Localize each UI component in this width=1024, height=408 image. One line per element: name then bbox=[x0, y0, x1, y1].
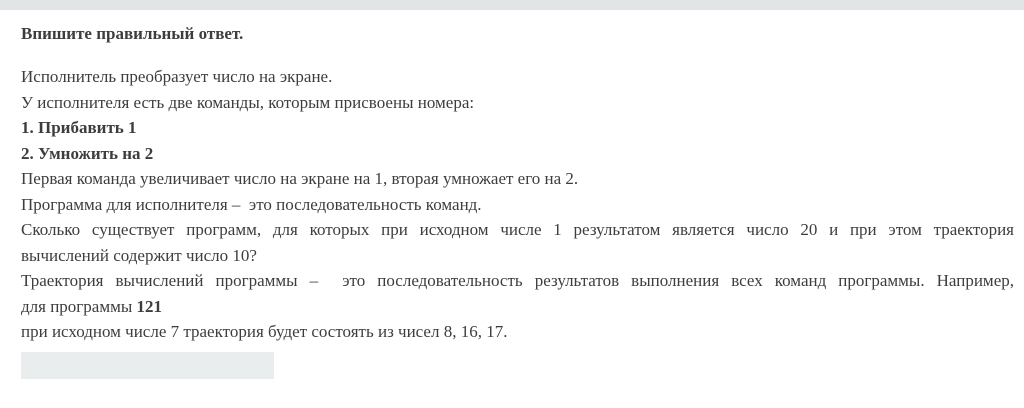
line-command-2: 2. Умножить на 2 bbox=[21, 143, 154, 163]
question-text bbox=[21, 64, 1014, 345]
line-example-program-code: 121 bbox=[136, 296, 163, 316]
line-question-part-2: вычислений содержит число 10? bbox=[21, 245, 257, 265]
line-example-program-prefix: для программы bbox=[21, 296, 137, 316]
line-commands-intro: У исполнителя есть две команды, которым присвоены номера: bbox=[21, 92, 475, 112]
line-program-definition: Программа для исполнителя – это последовательность команд. bbox=[21, 194, 482, 214]
line-question-part-1: Сколько существует программ, для которых при исходном числе 1 результатом является число 20 и при этом траектория bbox=[21, 220, 1014, 239]
page-top-bar bbox=[0, 0, 1024, 10]
question-panel bbox=[0, 10, 1024, 379]
line-executor-intro: Исполнитель преобразует число на экране. bbox=[21, 67, 333, 86]
line-example-trajectory: при исходном числе 7 траектория будет состоять из чисел 8, 16, 17. bbox=[21, 322, 508, 341]
line-trajectory-definition: Траектория вычислений программы – это последовательность результатов выполнения всех команд программы. Например, bbox=[21, 271, 1014, 290]
answer-input[interactable] bbox=[21, 352, 274, 379]
line-command-effects: Первая команда увеличивает число на экране на 1, вторая умножает его на 2. bbox=[21, 169, 579, 188]
question-prompt: Впишите правильный ответ. bbox=[21, 24, 244, 43]
line-example-program bbox=[21, 294, 1014, 320]
line-command-1: 1. Прибавить 1 bbox=[21, 118, 137, 137]
